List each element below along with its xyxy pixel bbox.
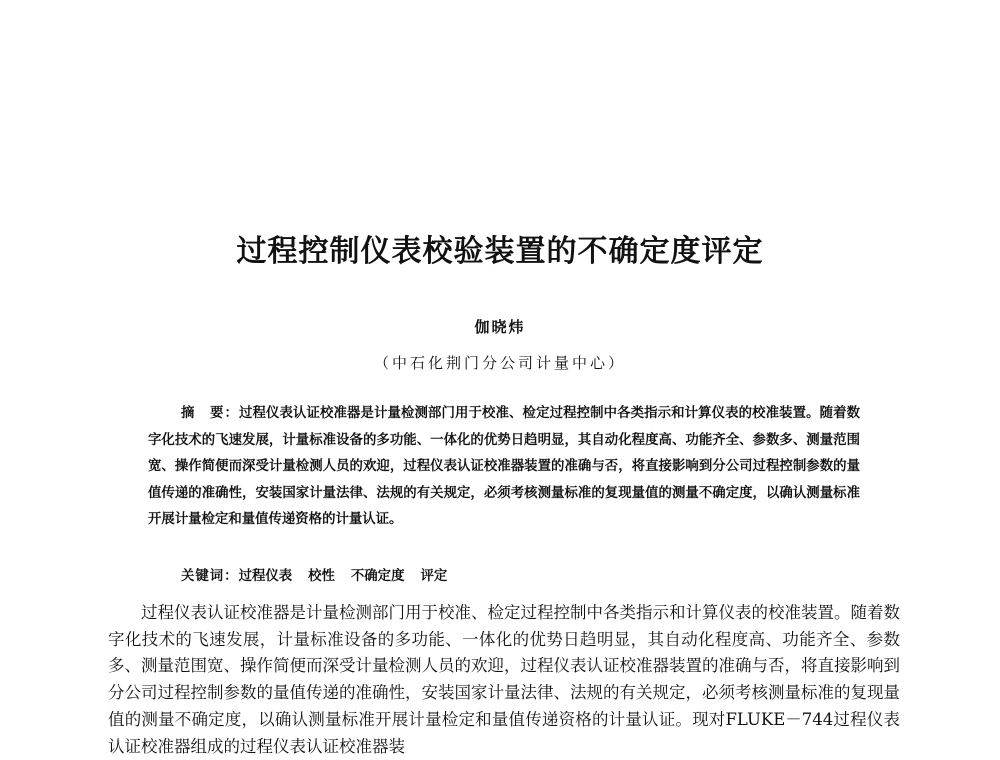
keyword-item: 不确定度 [350, 568, 405, 584]
keyword-item: 校性 [308, 568, 335, 584]
paper-title: 过程控制仪表校验装置的不确定度评定 [236, 234, 764, 269]
body-paragraph: 过程仪表认证校准器是计量检测部门用于校准、检定过程控制中各类指示和计算仪表的校准装置。随着数字化技术的飞速发展，计量标准设备的多功能、一体化的优势日趋明显，其自动化程度高、功能齐全、参数多、测量范围宽、操作简便而深受计量检测人员的欢迎，过程仪表认证校准器装置的准确与否，将直接影响到分公司过程控制参数的量值传递的准确性，安装国家计量法律、法规的有关规定，必须考核测量标准的复现量值的测量不确定度，以确认测量标准开展计量检定和量值传递资格的计量认证。现对FLUKE－744过程仪表认证校准器组成的过程仪表认证校准器装 [108, 603, 900, 756]
keyword-item: 评定 [420, 568, 448, 584]
keywords [181, 565, 861, 587]
keywords-label: 关键词： [181, 568, 239, 584]
abstract [148, 400, 860, 533]
author-affiliation: （中石化荆门分公司计量中心） [373, 354, 626, 372]
abstract-label: 摘 要： [181, 405, 240, 421]
abstract-text: 过程仪表认证校准器是计量检测部门用于校准、检定过程控制中各类指示和计算仪表的校准装置。随着数字化技术的飞速发展，计量标准设备的多功能、一体化的优势日趋明显，其自动化程度高、功能齐全、参数多、测量范围宽、操作简便而深受计量检测人员的欢迎，过程仪表认证校准器装置的准确与否，将直接影响到分公司过程控制参数的量值传递的准确性，安装国家计量法律、法规的有关规定，必须考核测量标准的复现量值的测量不确定度，以确认测量标准开展计量检定和量值传递资格的计量认证。 [148, 405, 861, 528]
author-name: 伽晓炜 [474, 318, 526, 336]
keyword-item: 过程仪表 [238, 568, 293, 584]
